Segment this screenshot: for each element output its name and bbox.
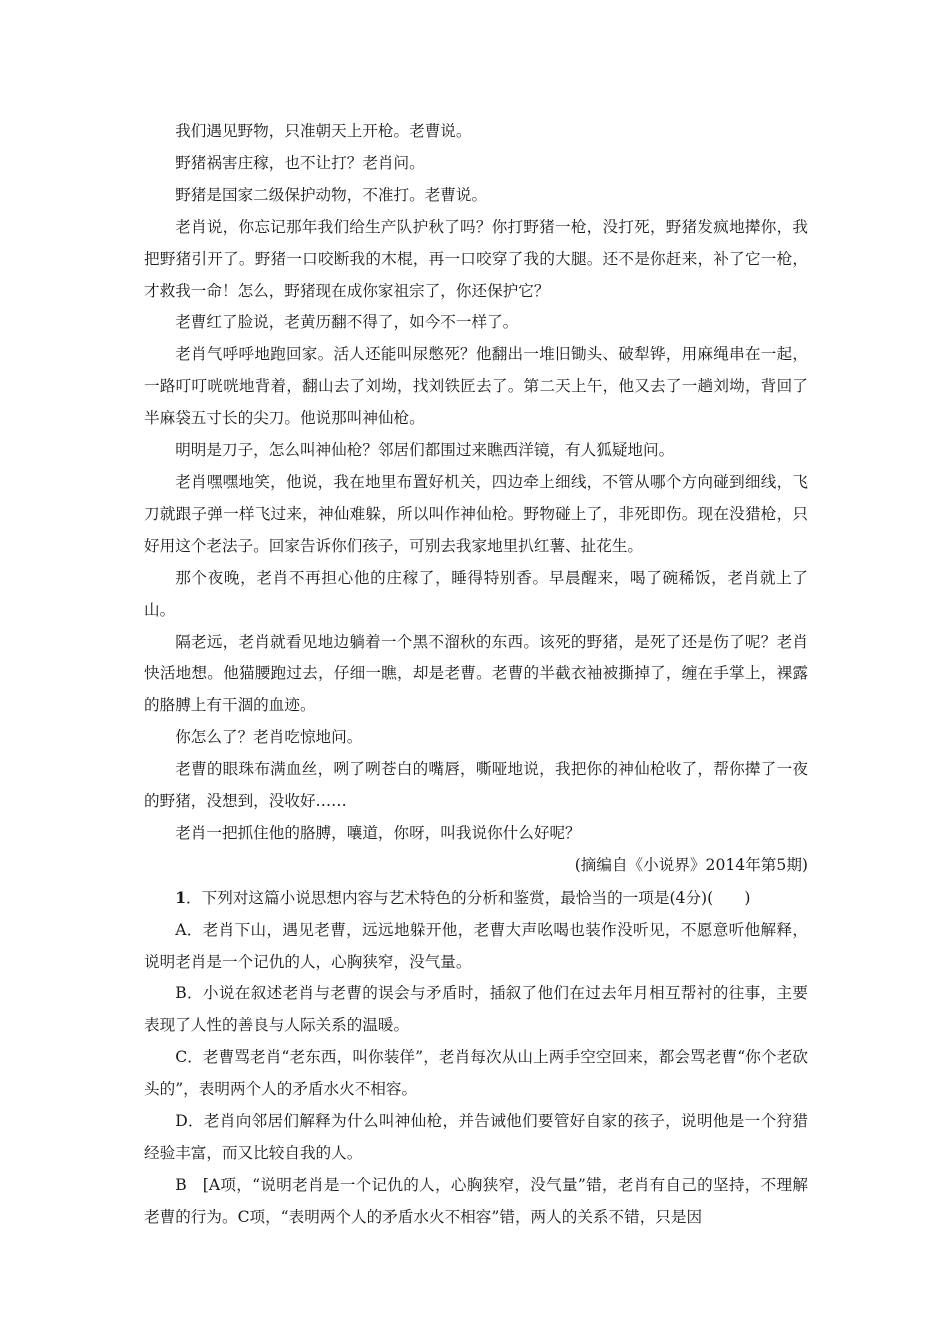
- story-paragraph: 老肖气呼呼地跑回家。活人还能叫尿憋死？他翻出一堆旧锄头、破犁铧，用麻绳串在一起，一路叮叮咣咣地背着，翻山去了刘坳，找刘铁匠去了。第二天上午，他又去了一趟刘坳，背回了半麻袋五寸长的尖刀。他说那叫神仙枪。: [144, 345, 808, 428]
- story-paragraph: 老曹的眼珠布满血丝，咧了咧苍白的嘴唇，嘶哑地说，我把你的神仙枪收了，帮你撵了一夜的野猪，没想到，没收好……: [144, 760, 808, 811]
- option-c: C．老曹骂老肖“老东西，叫你装佯”，老肖每次从山上两手空空回来，都会骂老曹“你个老砍头的”，表明两个人的矛盾水火不相容。: [144, 1048, 808, 1099]
- story-text: [144, 116, 808, 850]
- story-paragraph: 野猪是国家二级保护动物，不准打。老曹说。: [175, 185, 488, 204]
- question-block: [144, 882, 808, 1234]
- story-paragraph: 老肖一把抓住他的胳膊，嚷道，你呀，叫我说你什么好呢？: [175, 823, 581, 842]
- question-text: ．下列对这篇小说思想内容与艺术特色的分析和鉴赏，最恰当的一项是(4分)( ): [186, 888, 751, 907]
- option-d: D．老肖向邻居们解释为什么叫神仙枪，并告诫他们要管好自家的孩子，说明他是一个狩猎经验丰富，而又比较自我的人。: [144, 1112, 808, 1162]
- source-note: (摘编自《小说界》2014年第5期): [574, 855, 808, 874]
- story-paragraph: 我们遇见野物，只准朝天上开枪。老曹说。: [175, 122, 472, 140]
- story-paragraph: 野猪祸害庄稼，也不让打？老肖问。: [175, 153, 425, 172]
- story-paragraph: 老曹红了脸说，老黄历翻不得了，如今不一样了。: [175, 313, 519, 332]
- story-paragraph: 老肖嘿嘿地笑，他说，我在地里布置好机关，四边牵上细线，不管从哪个方向碰到细线，飞刀就跟子弹一样飞过来，神仙难躲，所以叫作神仙枪。野物碰上了，非死即伤。现在没猎枪，只好用这个老法子。回家告诉你们孩子，可别去我家地里扒红薯、扯花生。: [144, 472, 808, 555]
- story-paragraph: 那个夜晚，老肖不再担心他的庄稼了，睡得特别香。早晨醒来，喝了碗稀饭，老肖就上了山。: [144, 568, 808, 619]
- question-number: 1: [175, 887, 187, 907]
- document-page: [144, 116, 808, 1234]
- story-paragraph: 隔老远，老肖就看见地边躺着一个黑不溜秋的东西。该死的野猪，是死了还是伤了呢？老肖快活地想。他猫腰跑过去，仔细一瞧，却是老曹。老曹的半截衣袖被撕掉了，缠在手掌上，裸露的胳膊上有干涸的血迹。: [144, 632, 808, 715]
- story-paragraph: 你怎么了？老肖吃惊地问。: [175, 728, 363, 747]
- option-a: A．老肖下山，遇见老曹，远远地躲开他，老曹大声吆喝也装作没听见，不愿意听他解释，说明老肖是一个记仇的人，心胸狭窄，没气量。: [144, 920, 808, 971]
- answer-explanation: B [A项，“说明老肖是一个记仇的人，心胸狭窄，没气量”错，老肖有自己的坚持，不理解老曹的行为。C项，“表明两个人的矛盾水火不相容”错，两人的关系不错，只是因: [144, 1175, 808, 1226]
- story-paragraph: 明明是刀子，怎么叫神仙枪？邻居们都围过来瞧西洋镜，有人狐疑地问。: [175, 441, 675, 460]
- option-b: B．小说在叙述老肖与老曹的误会与矛盾时，插叙了他们在过去年月相互帮衬的往事，主要表现了人性的善良与人际关系的温暖。: [144, 984, 808, 1035]
- question-stem: [144, 882, 808, 915]
- story-paragraph: 老肖说，你忘记那年我们给生产队护秋了吗？你打野猪一枪，没打死，野猪发疯地撵你，我把野猪引开了。野猪一口咬断我的木棍，再一口咬穿了我的大腿。还不是你赶来，补了它一枪，才救我一命！怎么，野猪现在成你家祖宗了，你还保护它？: [144, 217, 808, 300]
